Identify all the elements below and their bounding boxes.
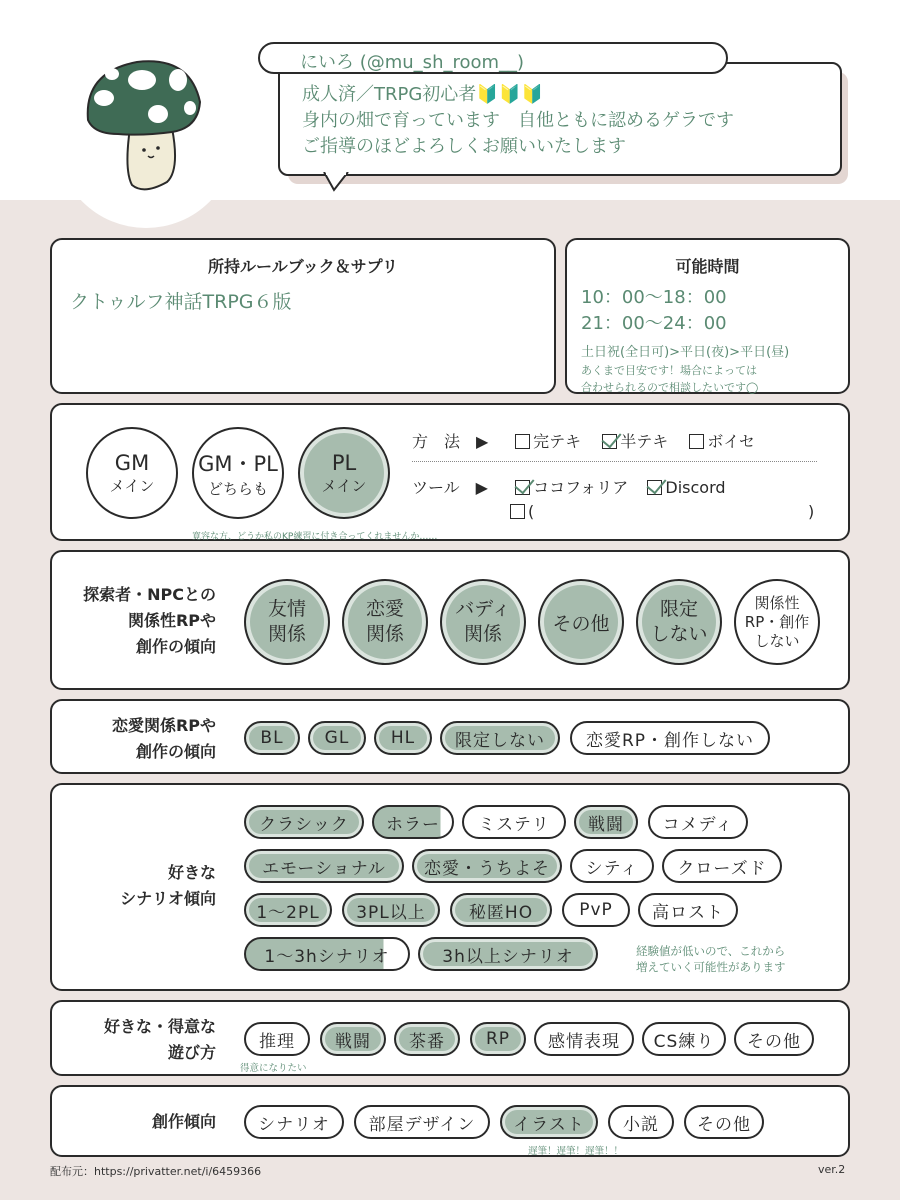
creation-room-design[interactable]: 部屋デザイン — [354, 1105, 490, 1139]
mushroom-avatar-icon — [82, 50, 202, 200]
tool-option-label: Discord — [665, 478, 726, 497]
option-line: 限定 — [659, 598, 698, 620]
version-label: ver.2 — [818, 1163, 846, 1176]
romance-card — [50, 699, 850, 774]
label-line: 遊び方 — [167, 1043, 216, 1062]
playstyle-cs[interactable]: CS練り — [642, 1022, 726, 1056]
creation-other[interactable]: その他 — [684, 1105, 764, 1139]
creation-note: 遅筆！遅筆！遅筆！！ — [528, 1146, 624, 1157]
option-line: 恋愛 — [365, 598, 404, 620]
relationship-unlimited[interactable] — [636, 579, 722, 665]
option-line: しない — [754, 631, 800, 650]
scenario-classic[interactable]: クラシック — [244, 805, 364, 839]
label-line: 創作の傾向 — [135, 637, 216, 656]
availability-time: 10：00〜18：00 — [581, 287, 727, 308]
availability-note: あくまで目安です！場合によっては — [581, 364, 757, 377]
playstyle-emotion[interactable]: 感情表現 — [534, 1022, 634, 1056]
profile-line: 身内の畑で育っています 自他ともに認めるゲラです — [302, 110, 734, 131]
option-line: バディ — [455, 598, 511, 620]
creation-scenario[interactable]: シナリオ — [244, 1105, 344, 1139]
role-line: GM・PL — [198, 451, 278, 476]
checkbox-kanteki[interactable] — [515, 434, 530, 449]
playstyle-deduction[interactable]: 推理 — [244, 1022, 310, 1056]
romance-none[interactable]: 恋愛RP・創作しない — [570, 721, 770, 755]
role-line: どちらも — [207, 479, 268, 498]
relationship-buddy[interactable] — [440, 579, 526, 665]
creation-card — [50, 1085, 850, 1157]
checkbox-tool-other[interactable] — [510, 504, 525, 519]
scenario-emotional[interactable]: エモーショナル — [244, 849, 404, 883]
tool-other-open: ( — [528, 502, 535, 521]
profile-name: にいろ (@mu_sh_room__) — [258, 42, 728, 74]
scenario-comedy[interactable]: コメディ — [648, 805, 748, 839]
profile-line: 成人済／TRPG初心者🔰🔰🔰 — [302, 84, 544, 105]
romance-bl[interactable]: BL — [244, 721, 300, 755]
checkbox-cocofolia[interactable] — [515, 480, 530, 495]
method-option-label: 完テキ — [533, 432, 582, 451]
role-line: PL — [331, 450, 357, 475]
relationship-none[interactable] — [734, 579, 820, 665]
scenario-3pl-plus[interactable]: 3PL以上 — [342, 893, 440, 927]
option-line: 関係 — [365, 623, 404, 645]
scenario-pvp[interactable]: PvP — [562, 893, 630, 927]
tool-label: ツール ▶ — [412, 478, 488, 497]
relationship-card — [50, 550, 850, 690]
playstyle-other[interactable]: その他 — [734, 1022, 814, 1056]
note-line: 経験値が低いので、これから — [636, 944, 786, 958]
rulebook-card — [50, 238, 556, 394]
label-line: 好きな — [167, 863, 216, 882]
tool-row — [412, 475, 726, 498]
option-line: 友情 — [267, 598, 306, 620]
scenario-3h-plus[interactable]: 3h以上シナリオ — [418, 937, 598, 971]
playstyle-label — [104, 1014, 216, 1066]
role-line: GM — [114, 450, 150, 475]
romance-label — [112, 713, 216, 765]
method-row — [412, 429, 755, 452]
profile-speech-bubble — [278, 62, 842, 176]
label-line: シナリオ傾向 — [120, 889, 216, 908]
playstyle-card — [50, 1000, 850, 1076]
playstyle-battle[interactable]: 戦闘 — [320, 1022, 386, 1056]
role-card — [50, 403, 850, 541]
profile-line: ご指導のほどよろしくお願いいたします — [302, 136, 626, 157]
playstyle-rp[interactable]: RP — [470, 1022, 526, 1056]
label-line: 創作の傾向 — [135, 742, 216, 761]
scenario-horror[interactable]: ホラー — [372, 805, 454, 839]
scenario-1-2pl[interactable]: 1〜2PL — [244, 893, 332, 927]
playstyle-chaban[interactable]: 茶番 — [394, 1022, 460, 1056]
availability-note: 合わせられるので相談したいです◯ — [581, 381, 759, 394]
creation-novel[interactable]: 小説 — [608, 1105, 674, 1139]
checkbox-hanteki[interactable] — [602, 434, 617, 449]
role-note: 寛容な方、どうか私のKP練習に付き合ってくれませんか…… — [192, 532, 438, 542]
relationship-romance[interactable] — [342, 579, 428, 665]
romance-gl[interactable]: GL — [308, 721, 366, 755]
availability-days: 土日祝(全日可)>平日(夜)>平日(昼) — [581, 345, 790, 360]
role-line: メイン — [109, 476, 155, 495]
playstyle-note: 得意になりたい — [240, 1063, 307, 1074]
scenario-high-lost[interactable]: 高ロスト — [638, 893, 738, 927]
scenario-battle[interactable]: 戦闘 — [574, 805, 638, 839]
scenario-1-3h[interactable]: 1〜3hシナリオ — [244, 937, 410, 971]
role-line: メイン — [321, 476, 367, 495]
option-line: その他 — [552, 612, 610, 635]
tool-option-label: ココフォリア — [533, 478, 629, 497]
availability-time: 21：00〜24：00 — [581, 313, 727, 334]
scenario-label — [120, 860, 216, 912]
role-option-pl[interactable] — [298, 427, 390, 519]
creation-label: 創作傾向 — [151, 1112, 216, 1131]
scenario-romance-uchiyoso[interactable]: 恋愛・うちよそ — [412, 849, 562, 883]
label-line: 恋愛関係RPや — [111, 716, 216, 735]
relationship-other[interactable] — [538, 579, 624, 665]
scenario-note — [636, 943, 786, 975]
label-line: 探索者・NPCとの — [83, 585, 216, 604]
method-option-label: 半テキ — [620, 432, 669, 451]
tool-other-close: ) — [808, 502, 815, 521]
availability-card — [565, 238, 850, 394]
rulebook-title: 所持ルールブック＆サプリ — [208, 257, 398, 276]
method-option-label: ボイセ — [707, 432, 755, 451]
source-credit: 配布元：https://privatter.net/i/6459366 — [50, 1165, 262, 1178]
option-line: 関係性 — [754, 593, 800, 612]
scenario-secret-ho[interactable]: 秘匿HO — [450, 893, 552, 927]
option-line: しない — [650, 623, 708, 645]
speech-tail-icon — [322, 172, 352, 194]
divider — [412, 461, 817, 462]
relationship-label — [83, 582, 216, 660]
creation-illust[interactable]: イラスト — [500, 1105, 598, 1139]
checkbox-voice[interactable] — [689, 434, 704, 449]
tool-other-row — [510, 502, 534, 521]
scenario-card — [50, 783, 850, 991]
scenario-closed[interactable]: クローズド — [662, 849, 782, 883]
option-line: RP・創作 — [744, 612, 810, 631]
option-line: 関係 — [463, 623, 502, 645]
romance-hl[interactable]: HL — [374, 721, 432, 755]
option-line: 関係 — [267, 623, 306, 645]
scenario-mystery[interactable]: ミステリ — [462, 805, 566, 839]
romance-unlimited[interactable]: 限定しない — [440, 721, 560, 755]
label-line: 関係性RPや — [127, 611, 216, 630]
note-line: 増えていく可能性があります — [636, 960, 786, 974]
label-line: 好きな・得意な — [103, 1017, 216, 1036]
relationship-friendship[interactable] — [244, 579, 330, 665]
method-label: 方 法 ▶ — [412, 432, 489, 451]
scenario-city[interactable]: シティ — [570, 849, 654, 883]
role-option-gm[interactable] — [86, 427, 178, 519]
rulebook-item: クトゥルフ神話TRPG６版 — [70, 291, 292, 313]
availability-title: 可能時間 — [675, 257, 740, 276]
role-option-gm-pl[interactable] — [192, 427, 284, 519]
checkbox-discord[interactable] — [647, 480, 662, 495]
